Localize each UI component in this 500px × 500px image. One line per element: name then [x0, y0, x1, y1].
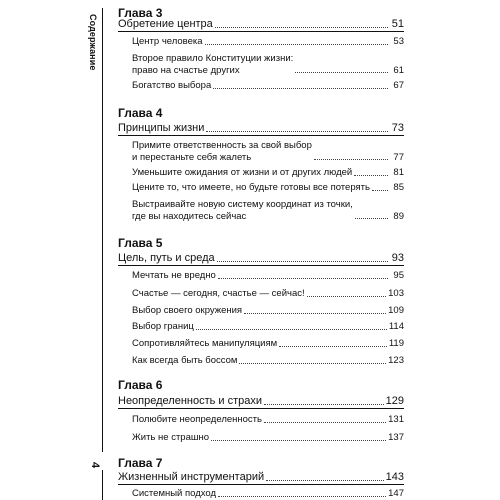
entry-page: 119: [388, 338, 404, 349]
entry-title: Счастье — сегодня, счастье — сейчас!: [132, 288, 305, 299]
entry-title: Цените то, что имеете, но будьте готовы все потерять: [132, 182, 370, 193]
toc-main-entry[interactable]: [118, 122, 404, 135]
leader-dots: [264, 422, 386, 423]
page-number-vertical: [88, 462, 102, 492]
leader-dots: [213, 88, 388, 89]
entry-title: Центр человека: [132, 36, 203, 47]
entry-page: 51: [391, 18, 404, 30]
entry-title: Выбор границ: [132, 321, 194, 332]
entry-page: 129: [385, 395, 404, 407]
entry-page: 77: [393, 151, 404, 163]
chapter-underline: [118, 408, 404, 409]
toc-sub-entry[interactable]: [132, 432, 404, 444]
leader-dots: [266, 480, 384, 481]
chapter-underline: [118, 31, 404, 32]
toc-sub-entry[interactable]: [132, 338, 404, 350]
entry-page: 67: [393, 80, 404, 91]
toc-sub-entry[interactable]: [132, 288, 404, 300]
chapter-label: Глава 4: [118, 106, 163, 120]
entry-page: 109: [388, 305, 404, 316]
toc-main-entry[interactable]: [118, 395, 404, 408]
leader-dots: [206, 131, 388, 132]
leader-dots: [372, 190, 388, 191]
leader-dots: [244, 313, 386, 314]
entry-page: 61: [393, 64, 404, 76]
entry-title: Жизненный инструментарий: [118, 471, 265, 483]
chapter-label: Глава 5: [118, 236, 163, 250]
toc-sub-entry[interactable]: [132, 355, 404, 367]
leader-dots: [215, 27, 388, 28]
entry-page: 85: [393, 182, 404, 193]
toc-sub-entry[interactable]: [132, 270, 404, 282]
entry-page: 95: [393, 270, 404, 281]
leader-dots: [264, 404, 384, 405]
entry-page: 53: [393, 36, 404, 47]
leader-dots: [196, 329, 387, 330]
leader-dots: [218, 496, 386, 497]
entry-page: 123: [388, 355, 404, 366]
margin-rule-bottom: [102, 470, 103, 500]
entry-title: Второе правило Конституции жизни: право на счастье других: [132, 53, 294, 76]
entry-page: 114: [388, 321, 404, 332]
leader-dots: [205, 44, 388, 45]
entry-page: 73: [391, 122, 404, 134]
entry-title: Мечтать не вредно: [132, 270, 216, 281]
entry-title: Выбор своего окружения: [132, 305, 243, 316]
toc-main-entry[interactable]: [118, 252, 404, 265]
toc-sub-entry[interactable]: [132, 182, 404, 194]
toc-main-entry[interactable]: [118, 471, 404, 484]
entry-title: Принципы жизни: [118, 122, 205, 134]
leader-dots: [354, 175, 388, 176]
entry-title: Жить не страшно: [132, 432, 210, 443]
toc-sub-entry[interactable]: [132, 36, 404, 48]
chapter-label: Глава 3: [118, 6, 163, 20]
toc-sub-entry[interactable]: [132, 305, 404, 317]
leader-dots: [279, 346, 387, 347]
leader-dots: [314, 159, 388, 160]
leader-dots: [218, 278, 388, 279]
entry-page: 81: [393, 167, 404, 178]
entry-page: 93: [391, 252, 404, 264]
entry-page: 103: [388, 288, 404, 299]
leader-dots: [355, 218, 388, 219]
leader-dots: [295, 72, 388, 73]
section-title-vertical: [86, 14, 100, 84]
chapter-underline: [118, 265, 404, 266]
leader-dots: [239, 363, 386, 364]
entry-title: Системный подход: [132, 488, 217, 499]
entry-title: Неопределенность и страхи: [118, 395, 263, 407]
leader-dots: [307, 296, 387, 297]
chapter-underline: [118, 135, 404, 136]
toc-main-entry[interactable]: [118, 18, 404, 31]
toc-sub-entry[interactable]: [132, 53, 404, 76]
entry-title: Полюбите неопределенность: [132, 414, 262, 425]
entry-title: Богатство выбора: [132, 80, 212, 91]
toc-sub-entry[interactable]: [132, 414, 404, 426]
entry-title: Выстраивайте новую систему координат из точки, где вы находитесь сейчас: [132, 199, 353, 222]
chapter-label: Глава 6: [118, 378, 163, 392]
toc-sub-entry[interactable]: [132, 488, 404, 500]
entry-title: Примите ответственность за свой выбор и перестаньте себя жалеть: [132, 140, 312, 163]
entry-title: Обретение центра: [118, 18, 213, 30]
entry-title: Цель, путь и среда: [118, 252, 215, 264]
chapter-underline: [118, 484, 404, 485]
entry-title: Уменьшите ожидания от жизни и от других людей: [132, 167, 353, 178]
toc-sub-entry[interactable]: [132, 80, 404, 92]
leader-dots: [217, 261, 388, 262]
entry-page: 143: [385, 471, 404, 483]
leader-dots: [211, 440, 386, 441]
section-title: Содержание: [88, 14, 98, 71]
entry-page: 131: [388, 414, 404, 425]
entry-page: 89: [393, 210, 404, 222]
margin-rule: [102, 8, 103, 452]
entry-page: 147: [388, 488, 404, 499]
entry-page: 137: [388, 432, 404, 443]
toc-sub-entry[interactable]: [132, 140, 404, 163]
page-number: 4: [89, 462, 101, 469]
entry-title: Как всегда быть боссом: [132, 355, 238, 366]
toc-sub-entry[interactable]: [132, 167, 404, 179]
chapter-label: Глава 7: [118, 456, 163, 470]
toc-sub-entry[interactable]: [132, 321, 404, 333]
entry-title: Сопротивляйтесь манипуляциям: [132, 338, 278, 349]
toc-sub-entry[interactable]: [132, 199, 404, 222]
